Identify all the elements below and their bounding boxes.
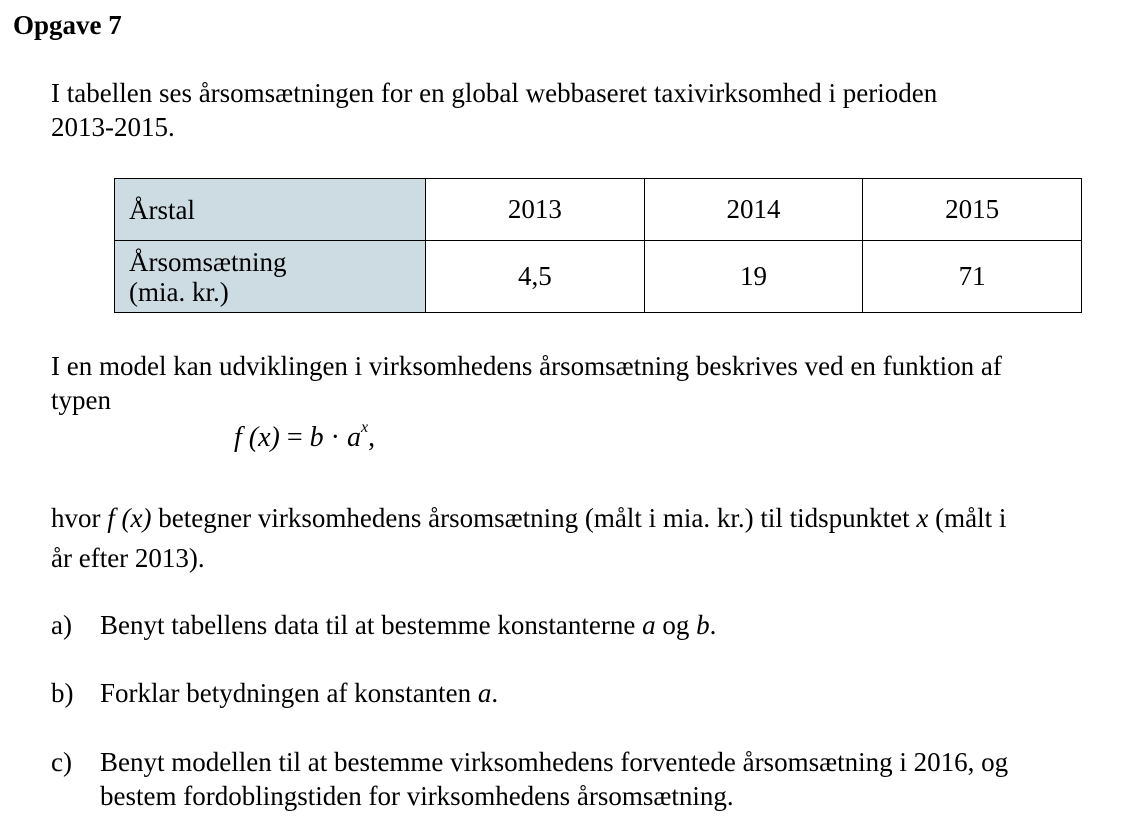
table-row-year bbox=[115, 179, 1082, 241]
question-b bbox=[51, 676, 498, 710]
question-c bbox=[51, 745, 1008, 813]
table-cell-year-2014: 2014 bbox=[644, 179, 863, 241]
definition-line-2: år efter 2013). bbox=[51, 543, 205, 573]
question-a-label: a) bbox=[51, 610, 72, 640]
definition-hvor: hvor bbox=[51, 503, 108, 533]
question-a-text: Benyt tabellens data til at bestemme konstanterne bbox=[100, 610, 643, 640]
definition-fx: f (x) bbox=[107, 503, 152, 533]
table-cell-revenue-2014: 19 bbox=[644, 241, 863, 313]
revenue-table bbox=[114, 178, 1082, 313]
question-a-var-b: b bbox=[696, 610, 710, 640]
table-cell-revenue-2013: 4,5 bbox=[426, 241, 645, 313]
intro-line-1: I tabellen ses årsomsætningen for en global webbaseret taxivirksomhed i perioden bbox=[51, 78, 938, 108]
model-paragraph bbox=[51, 349, 1002, 417]
intro-paragraph bbox=[51, 76, 937, 144]
definition-end: (målt i bbox=[928, 503, 1007, 533]
definition-line-1 bbox=[51, 498, 1006, 538]
question-b-end: . bbox=[491, 678, 499, 708]
table-row-revenue bbox=[115, 241, 1082, 313]
question-c-label: c) bbox=[51, 747, 72, 777]
question-a-end: . bbox=[709, 610, 717, 640]
formula-comma: , bbox=[368, 422, 376, 453]
table-header-revenue-line-2: (mia. kr.) bbox=[129, 276, 229, 307]
table-cell-year-2013: 2013 bbox=[426, 179, 645, 241]
formula-a: a bbox=[346, 422, 361, 453]
question-c-line-1 bbox=[51, 745, 1008, 779]
model-formula bbox=[234, 418, 376, 454]
table-cell-revenue-2015: 71 bbox=[863, 241, 1082, 313]
table-header-revenue bbox=[115, 241, 426, 313]
formula-b: b bbox=[309, 422, 324, 453]
question-a-mid: og bbox=[655, 610, 697, 640]
definition-paragraph bbox=[51, 498, 1006, 578]
formula-exponent: x bbox=[360, 418, 369, 436]
question-b-text: Forklar betydningen af konstanten bbox=[100, 678, 478, 708]
model-line-2: typen bbox=[51, 385, 111, 415]
formula-equals: = bbox=[279, 422, 310, 453]
question-c-line-2: bestem fordoblingstiden for virksomhedens årsomsætning. bbox=[100, 781, 734, 811]
page-title: Opgave 7 bbox=[13, 10, 122, 40]
question-a-var-a: a bbox=[642, 610, 656, 640]
table-header-year: Årstal bbox=[115, 179, 426, 241]
definition-middle: betegner virksomhedens årsomsætning (målt i mia. kr.) til tidspunktet bbox=[151, 503, 917, 533]
table-cell-year-2015: 2015 bbox=[863, 179, 1082, 241]
model-line-1: I en model kan udviklingen i virksomhedens årsomsætning beskrives ved en funktion af bbox=[51, 351, 1002, 381]
question-b-var-a: a bbox=[477, 678, 492, 708]
formula-lhs: f (x) bbox=[234, 422, 280, 453]
intro-line-2: 2013-2015. bbox=[51, 112, 175, 142]
table-header-revenue-line-1: Årsomsætning bbox=[129, 246, 287, 277]
question-c-text-1: Benyt modellen til at bestemme virksomhedens forventede årsomsætning i 2016, og bbox=[100, 747, 1009, 777]
question-a bbox=[51, 608, 716, 642]
formula-dot: · bbox=[323, 422, 347, 453]
definition-x: x bbox=[916, 503, 929, 533]
question-b-label: b) bbox=[51, 678, 74, 708]
